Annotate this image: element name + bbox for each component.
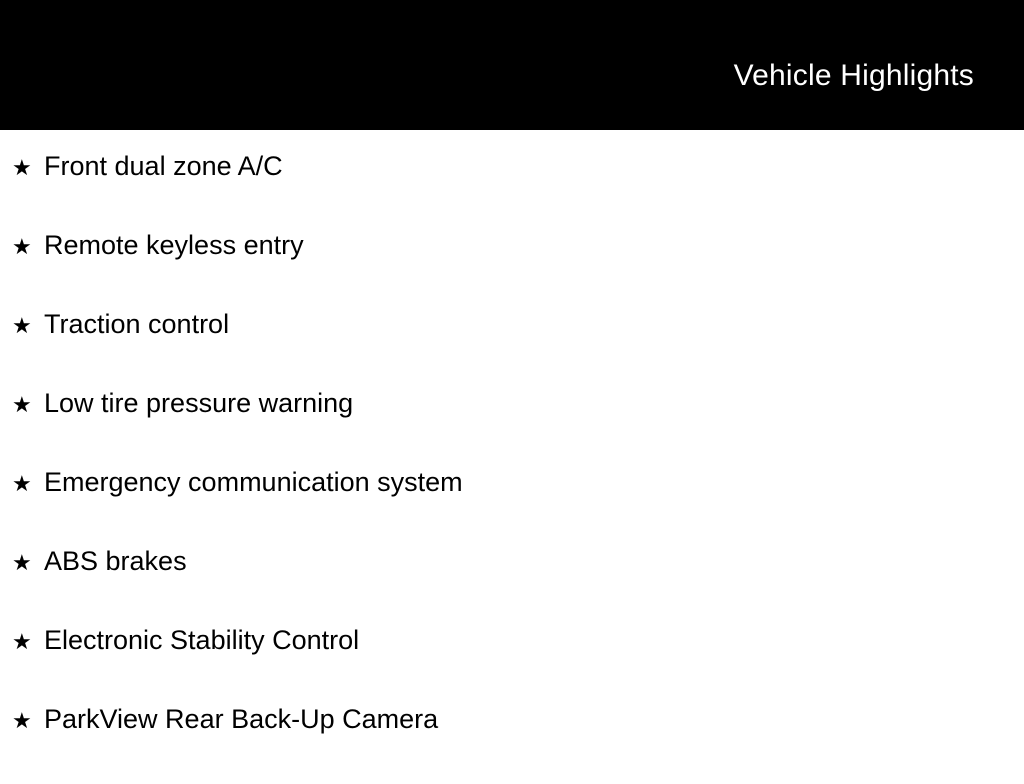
- list-item: [0, 310, 1024, 389]
- star-bullet-icon: ★: [12, 708, 32, 733]
- highlight-label: Front dual zone A/C: [44, 151, 283, 181]
- vehicle-highlights-list: [0, 130, 1024, 784]
- list-item: [0, 705, 1024, 784]
- highlight-label: Emergency communication system: [44, 467, 463, 497]
- header-bar: [0, 0, 1024, 130]
- highlight-label: ABS brakes: [44, 546, 187, 576]
- star-bullet-icon: ★: [12, 392, 32, 417]
- list-item: [0, 626, 1024, 705]
- list-item: [0, 152, 1024, 231]
- highlight-label: ParkView Rear Back-Up Camera: [44, 704, 439, 734]
- star-bullet-icon: ★: [12, 550, 32, 575]
- page-title: Vehicle Highlights: [733, 59, 974, 92]
- highlight-label: Low tire pressure warning: [44, 388, 354, 418]
- star-bullet-icon: ★: [12, 313, 32, 338]
- star-bullet-icon: ★: [12, 629, 32, 654]
- star-bullet-icon: ★: [12, 471, 32, 496]
- star-bullet-icon: ★: [12, 234, 32, 259]
- star-bullet-icon: ★: [12, 155, 32, 180]
- list-item: [0, 468, 1024, 547]
- highlight-label: Remote keyless entry: [44, 230, 304, 260]
- list-item: [0, 389, 1024, 468]
- highlight-label: Traction control: [44, 309, 230, 339]
- list-item: [0, 231, 1024, 310]
- list-item: [0, 547, 1024, 626]
- highlight-label: Electronic Stability Control: [44, 625, 360, 655]
